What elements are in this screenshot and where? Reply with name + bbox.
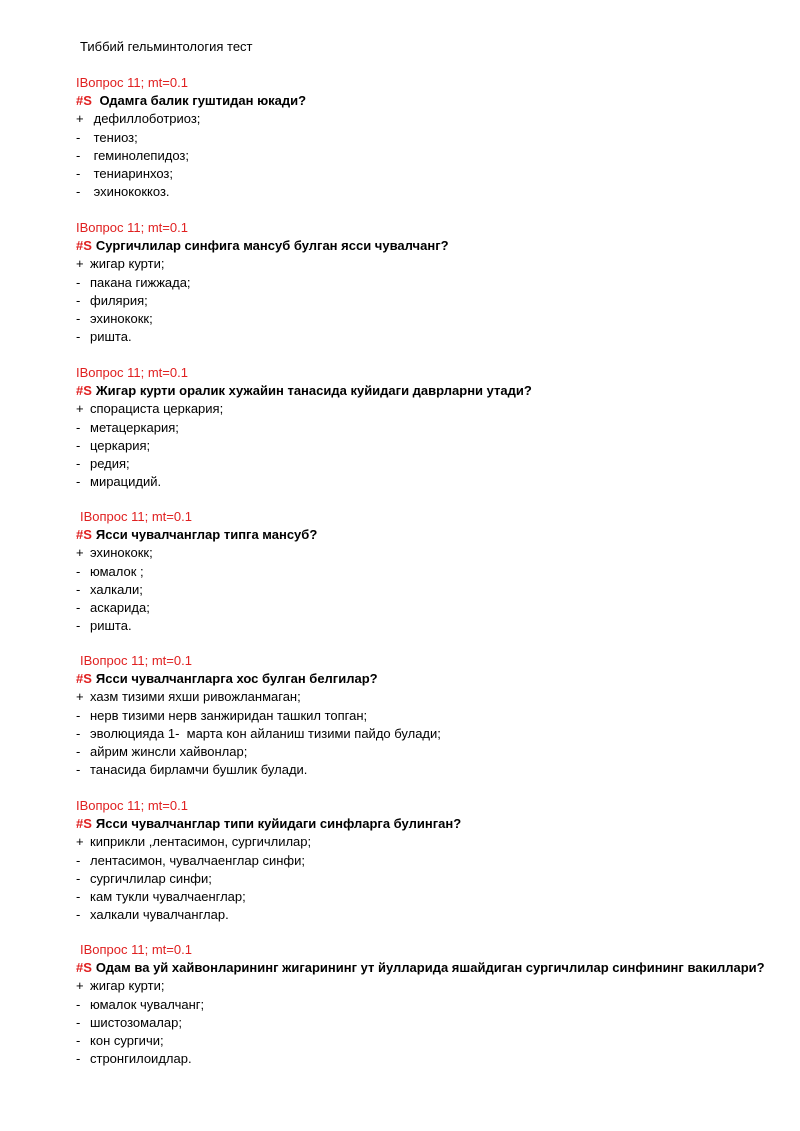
option-sign: -	[76, 419, 81, 435]
answer-option	[76, 419, 776, 437]
option-sign: +	[76, 689, 84, 705]
question-marker: #S	[76, 93, 92, 109]
answer-option	[76, 310, 776, 328]
option-text: редия;	[90, 455, 130, 471]
option-text: стронгилоидлар.	[90, 1051, 192, 1067]
question-text: Сургичлилар синфига мансуб булган ясси чувалчанг?	[95, 238, 449, 254]
question-stem	[76, 382, 776, 400]
option-text: юмалок ;	[90, 563, 144, 579]
answer-option	[76, 888, 776, 906]
question-stem	[76, 959, 776, 977]
option-sign: -	[76, 474, 81, 490]
option-text: хазм тизими яхши ривожланмаган;	[90, 689, 301, 705]
answer-option	[76, 455, 776, 473]
option-sign: -	[76, 618, 81, 634]
option-sign: +	[76, 401, 84, 417]
question-marker: #S	[76, 527, 92, 543]
option-sign: -	[76, 888, 81, 904]
answer-option	[76, 852, 776, 870]
question-header: IВопрос 11; mt=0.1	[76, 75, 188, 90]
answer-option-correct	[76, 977, 776, 995]
option-sign: -	[76, 184, 81, 200]
answer-option	[76, 1050, 776, 1068]
option-text: кон сургичи;	[90, 1032, 164, 1048]
answer-option	[76, 599, 776, 617]
question-stem	[76, 92, 776, 110]
question-stem	[76, 237, 776, 255]
option-sign: -	[76, 310, 81, 326]
option-sign: -	[76, 1032, 81, 1048]
answer-option	[76, 563, 776, 581]
option-text: мирацидий.	[90, 474, 162, 490]
option-sign: +	[76, 978, 84, 994]
answer-option	[76, 725, 776, 743]
option-text: эхинококкоз.	[90, 184, 170, 200]
option-text: спорациста церкария;	[90, 401, 224, 417]
option-text: дефиллоботриоз;	[90, 111, 201, 127]
option-sign: -	[76, 581, 81, 597]
answer-option-correct	[76, 400, 776, 418]
option-sign: -	[76, 996, 81, 1012]
option-text: юмалок чувалчанг;	[90, 996, 205, 1012]
answer-option	[76, 761, 776, 779]
option-text: сургичлилар синфи;	[90, 870, 212, 886]
question-marker: #S	[76, 383, 92, 399]
answer-option	[76, 183, 776, 201]
option-sign: +	[76, 256, 84, 272]
option-sign: -	[76, 599, 81, 615]
question-marker: #S	[76, 960, 92, 976]
option-text: айрим жинсли хайвонлар;	[90, 743, 248, 759]
answer-option	[76, 147, 776, 165]
answer-option	[76, 996, 776, 1014]
option-text: эхинококк;	[90, 545, 153, 561]
option-sign: -	[76, 147, 81, 163]
option-text: жигар курти;	[90, 978, 165, 994]
option-sign: -	[76, 292, 81, 308]
answer-option-correct	[76, 544, 776, 562]
question-header: IВопрос 11; mt=0.1	[80, 653, 192, 668]
question-stem	[76, 670, 776, 688]
option-text: церкария;	[90, 437, 151, 453]
answer-option	[76, 743, 776, 761]
option-sign: +	[76, 111, 84, 127]
option-sign: -	[76, 852, 81, 868]
option-text: лентасимон, чувалчаенглар синфи;	[90, 852, 305, 868]
answer-option	[76, 870, 776, 888]
question-text: Ясси чувалчанглар типи куйидаги синфларга булинган?	[95, 816, 462, 832]
question-stem	[76, 526, 776, 544]
question-text: Ясси чувалчангларга хос булган белгилар?	[95, 671, 378, 687]
answer-option	[76, 473, 776, 491]
question-text: Одамга балик гуштидан юкади?	[95, 93, 307, 109]
question-text: Жигар курти оралик хужайин танасида куйидаги даврларни утади?	[95, 383, 532, 399]
option-text: аскарида;	[90, 599, 150, 615]
option-text: пакана гижжада;	[90, 274, 191, 290]
option-text: нерв тизими нерв занжиридан ташкил топган;	[90, 707, 368, 723]
question-marker: #S	[76, 671, 92, 687]
option-sign: -	[76, 274, 81, 290]
option-sign: -	[76, 129, 81, 145]
option-text: шистозомалар;	[90, 1014, 182, 1030]
option-sign: -	[76, 165, 81, 181]
answer-option	[76, 707, 776, 725]
answer-option	[76, 581, 776, 599]
question-block	[76, 941, 776, 1068]
answer-option-correct	[76, 255, 776, 273]
answer-option	[76, 129, 776, 147]
question-header: IВопрос 11; mt=0.1	[76, 365, 188, 380]
option-text: геминолепидоз;	[90, 147, 189, 163]
option-sign: -	[76, 1014, 81, 1030]
option-text: ришта.	[90, 618, 132, 634]
option-sign: -	[76, 437, 81, 453]
option-sign: -	[76, 762, 81, 778]
option-text: халкали;	[90, 581, 143, 597]
question-marker: #S	[76, 238, 92, 254]
answer-option	[76, 328, 776, 346]
answer-option	[76, 274, 776, 292]
option-sign: -	[76, 870, 81, 886]
option-sign: +	[76, 545, 84, 561]
option-sign: +	[76, 834, 84, 850]
answer-option-correct	[76, 833, 776, 851]
option-text: тениоз;	[90, 129, 138, 145]
question-block	[76, 74, 776, 201]
option-text: эхинококк;	[90, 310, 153, 326]
option-sign: -	[76, 743, 81, 759]
option-sign: -	[76, 329, 81, 345]
answer-option-correct	[76, 688, 776, 706]
question-block	[76, 364, 776, 491]
option-text: ришта.	[90, 329, 132, 345]
option-sign: -	[76, 907, 81, 923]
question-block	[76, 508, 776, 635]
question-header: IВопрос 11; mt=0.1	[76, 798, 188, 813]
option-text: киприкли ,лентасимон, сургичлилар;	[90, 834, 312, 850]
option-sign: -	[76, 707, 81, 723]
answer-option	[76, 617, 776, 635]
option-sign: -	[76, 455, 81, 471]
option-text: филярия;	[90, 292, 148, 308]
option-sign: -	[76, 1051, 81, 1067]
option-text: тениаринхоз;	[90, 165, 174, 181]
answer-option-correct	[76, 110, 776, 128]
question-block	[76, 652, 776, 779]
option-text: жигар курти;	[90, 256, 165, 272]
option-text: эволюцияда 1- марта кон айланиш тизими пайдо булади;	[90, 725, 441, 741]
document-title: Тиббий гельминтология тест	[80, 39, 253, 54]
question-block	[76, 797, 776, 924]
question-header: IВопрос 11; mt=0.1	[80, 942, 192, 957]
option-sign: -	[76, 563, 81, 579]
answer-option	[76, 1014, 776, 1032]
answer-option	[76, 292, 776, 310]
option-sign: -	[76, 725, 81, 741]
answer-option	[76, 437, 776, 455]
question-text: Ясси чувалчанглар типга мансуб?	[95, 527, 318, 543]
answer-option	[76, 906, 776, 924]
question-stem	[76, 815, 776, 833]
question-block	[76, 219, 776, 346]
question-header: IВопрос 11; mt=0.1	[76, 220, 188, 235]
option-text: метацеркария;	[90, 419, 179, 435]
option-text: танасида бирламчи бушлик булади.	[90, 762, 308, 778]
question-text: Одам ва уй хайвонларининг жигарининг ут йулларида яшайдиган сургичлилар синфининг вакиллари?	[95, 960, 765, 976]
option-text: кам тукли чувалчаенглар;	[90, 888, 246, 904]
option-text: халкали чувалчанглар.	[90, 907, 229, 923]
question-header: IВопрос 11; mt=0.1	[80, 509, 192, 524]
answer-option	[76, 1032, 776, 1050]
answer-option	[76, 165, 776, 183]
question-marker: #S	[76, 816, 92, 832]
